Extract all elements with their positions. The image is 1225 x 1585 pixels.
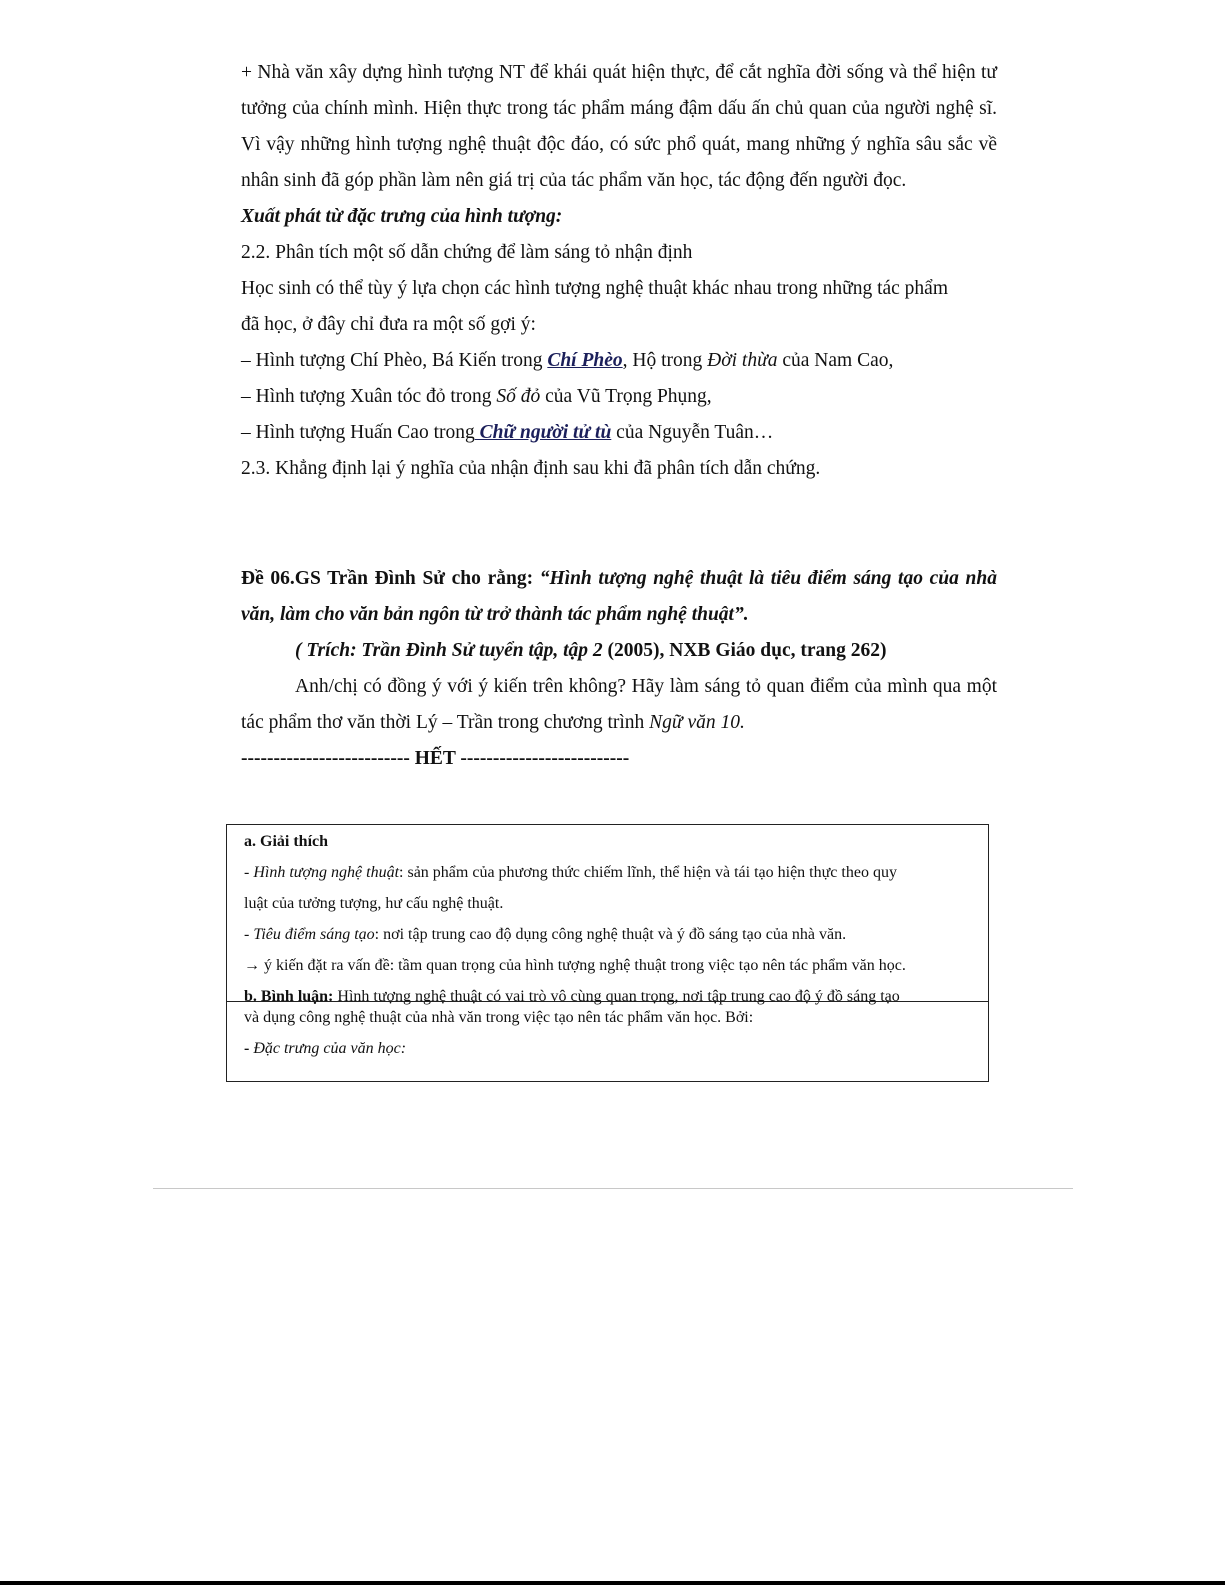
exam-question-06 — [241, 561, 997, 633]
suggestion-intro: Học sinh có thể tùy ý lựa chọn các hình tượng nghệ thuật khác nhau trong những tác phẩm đã học, ở đây chỉ đưa ra một số gợi ý: — [241, 278, 949, 335]
list-text: của Nguyễn Tuân… — [611, 422, 774, 443]
answer-line: → ý kiến đặt ra vấn đề: tầm quan trọng của hình tượng nghệ thuật trong việc tạo nên tác phẩm văn học. — [244, 957, 906, 974]
definition: : sản phẩm của phương thức chiếm lĩnh, thể hiện và tái tạo hiện thực theo quy — [399, 864, 897, 881]
list-text: – Hình tượng Huấn Cao trong — [241, 422, 475, 443]
definition: : nơi tập trung cao độ dụng công nghệ thuật và ý đồ sáng tạo của nhà văn. — [374, 926, 847, 943]
answer-line — [244, 857, 988, 888]
exam-prompt — [241, 669, 997, 741]
answer-section-a-title: a. Giải thích — [244, 833, 329, 850]
exam-label: Đề 06.GS Trần Đình Sử cho rằng: — [241, 568, 540, 589]
list-item — [241, 343, 997, 379]
term: - Tiêu điểm sáng tạo — [244, 926, 375, 943]
section-2-3: 2.3. Khẳng định lại ý nghĩa của nhận định sau khi đã phân tích dẫn chứng. — [241, 458, 821, 479]
answer-box — [226, 824, 989, 1082]
work-title: Đời thừa — [707, 350, 778, 371]
bullet: - — [244, 1040, 254, 1057]
link-chu-nguoi-tu-tu[interactable]: Chữ người tử tù — [474, 422, 612, 443]
answer-text: Hình tượng nghệ thuật có vai trò vô cùng quan trọng, nơi tập trung cao độ ý đồ sáng tạo — [333, 988, 900, 1005]
section-2-2: 2.2. Phân tích một số dẫn chứng để làm sáng tỏ nhận định — [241, 242, 693, 263]
list-text: – Hình tượng Xuân tóc đỏ trong — [241, 386, 497, 407]
answer-section-b-title: b. Bình luận: — [244, 988, 334, 1005]
source-citation: ( Trích: Trần Đình Sử tuyển tập, tập 2 — [295, 640, 603, 661]
paragraph-intro: + Nhà văn xây dựng hình tượng NT để khái quát hiện thực, để cắt nghĩa đời sống và thể hiện tư tưởng của chính mình. Hiện thực trong tác phẩm máng đậm dấu ấn chủ quan của người nghệ sĩ. Vì vậy những hình tượng nghệ thuật độc đáo, có sức phổ quát, mang những ý nghĩa sâu sắc về nhân sinh đã góp phần làm nên giá trị của tác phẩm văn học, tác động đến người đọc. — [241, 62, 997, 191]
section-heading: Xuất phát từ đặc trưng của hình tượng: — [241, 206, 563, 227]
prompt-work-title: Ngữ văn 10. — [649, 712, 745, 733]
page-separator — [153, 1188, 1073, 1189]
answer-line: và dụng công nghệ thuật của nhà văn trong việc tạo nên tác phẩm văn học. Bởi: — [244, 1009, 754, 1026]
answer-line — [244, 1033, 988, 1064]
spacer — [241, 487, 997, 561]
answer-line: luật của tưởng tượng, hư cấu nghệ thuật. — [244, 895, 504, 912]
page-bottom-edge — [0, 1581, 1225, 1585]
document-body — [241, 55, 997, 777]
work-title: Số đỏ — [496, 386, 541, 407]
list-text: của Nam Cao, — [777, 350, 894, 371]
answer-line — [244, 919, 988, 950]
end-marker: -------------------------- HẾT -------------------------- — [241, 748, 630, 769]
list-item — [241, 379, 997, 415]
list-text: , Hộ trong — [622, 350, 708, 371]
list-text: của Vũ Trọng Phụng, — [540, 386, 712, 407]
source-publisher: (2005), NXB Giáo dục, trang 262) — [602, 640, 887, 661]
sub-heading: Đặc trưng của văn học: — [253, 1040, 407, 1057]
list-item — [241, 415, 997, 451]
prompt-text: Anh/chị có đồng ý với ý kiến trên không? Hãy làm sáng tỏ quan điểm của mình qua một tác phẩm thơ văn thời Lý – Trần trong chương trình — [241, 676, 997, 733]
term: - Hình tượng nghệ thuật — [244, 864, 400, 881]
quote-source — [241, 633, 997, 669]
answer-box-lower — [244, 1002, 988, 1064]
list-text: – Hình tượng Chí Phèo, Bá Kiến trong — [241, 350, 548, 371]
exam-quote: “Hình tượng nghệ thuật là tiêu điểm sáng tạo của nhà văn, làm cho văn bản ngôn từ trở thành tác phẩm nghệ thuật”. — [241, 568, 997, 625]
link-chi-pheo[interactable]: Chí Phèo — [547, 350, 623, 371]
